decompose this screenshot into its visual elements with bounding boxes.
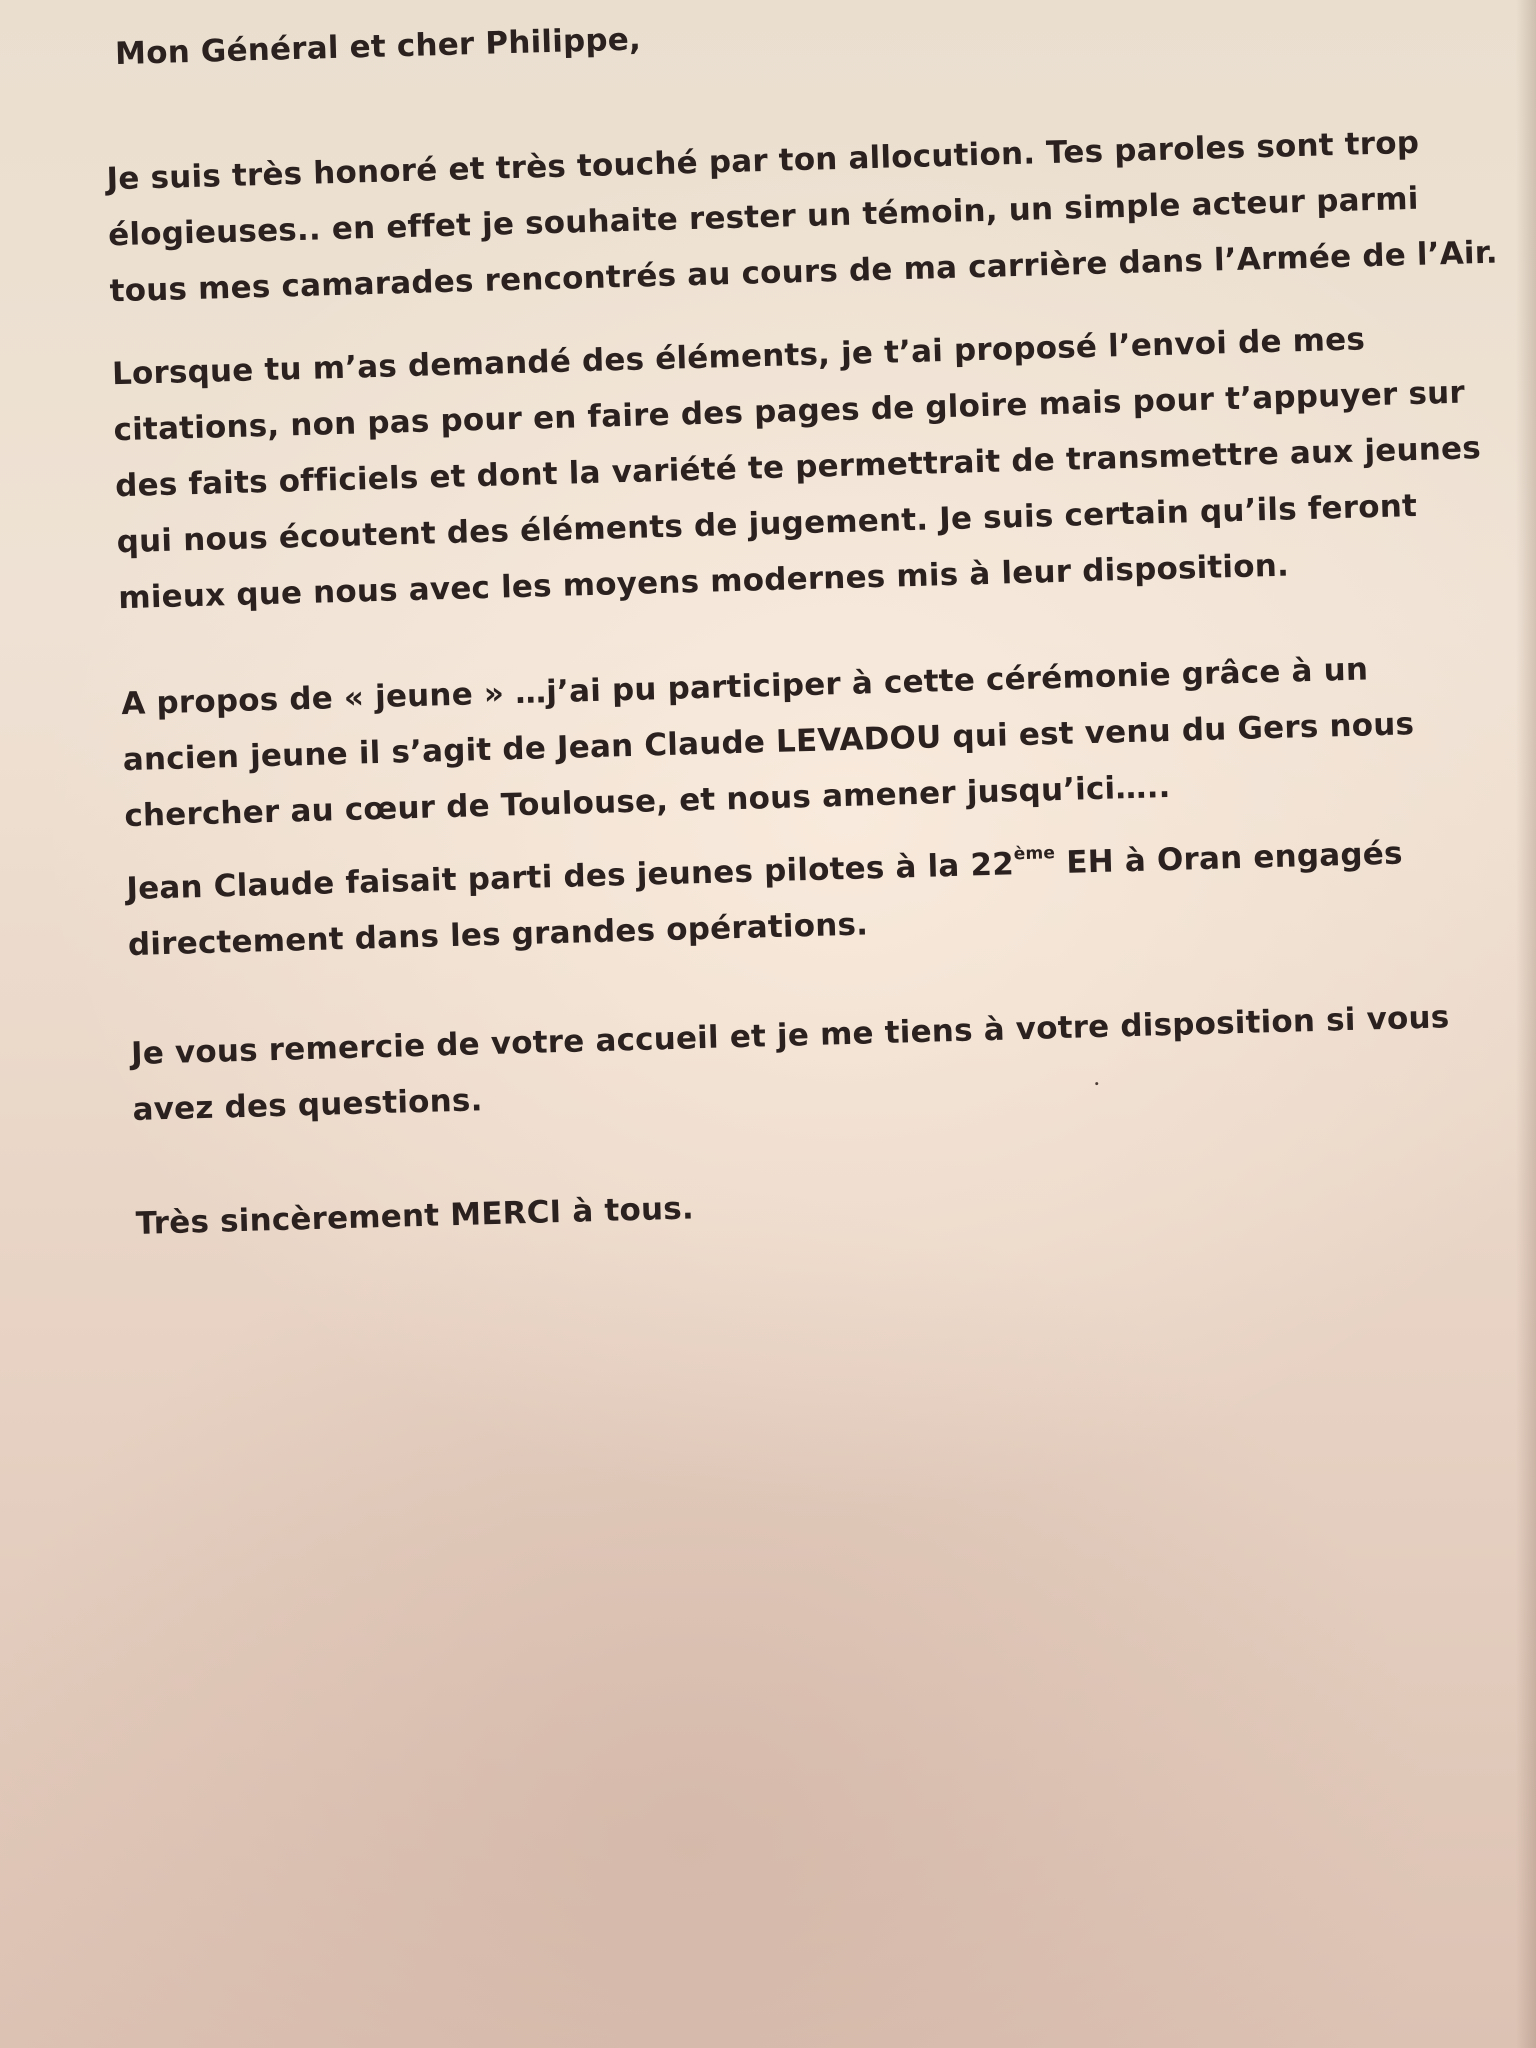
text-line: A propos de « jeune » …j’ai pu participer à cette cérémonie grâce à un (120, 651, 1369, 723)
text-line: ancien jeune il s’agit de Jean Claude LEVADOU qui est venu du Gers nous (122, 706, 1415, 779)
letter-greeting: Mon Général et cher Philippe, (114, 21, 642, 73)
text-line: avez des questions. (132, 1082, 484, 1129)
text-line: directement dans les grandes opérations. (127, 906, 869, 964)
paragraph-remerciements (130, 988, 1493, 1138)
text-line: chercher au cœur de Toulouse, et nous amener jusqu’ici….. (123, 768, 1171, 835)
paragraph-jeune (121, 638, 1485, 844)
text-line: Je suis très honoré et très touché par ton allocution. Tes paroles sont trop (106, 124, 1420, 198)
text-line: citations, non pas pour en faire des pages de gloire mais pour t’appuyer sur (113, 374, 1466, 449)
text-line: Je vous remercie de votre accueil et je me tiens à votre disposition si vous (130, 999, 1450, 1073)
text-line: Très sincèrement MERCI à tous. (135, 1190, 695, 1242)
paragraph-pilotes (126, 823, 1489, 973)
text-line: élogieuses.. en effet je souhaite rester un témoin, un simple acteur parmi (107, 180, 1420, 254)
ink-speck (1095, 1082, 1098, 1085)
text-fragment: EH à Oran engagés (1054, 835, 1404, 882)
text-line: des faits officiels et dont la variété te permettrait de transmettre aux jeunes (114, 430, 1482, 505)
text-line: Lorsque tu m’as demandé des éléments, je t’ai proposé l’envoi de mes (111, 321, 1366, 393)
paragraph-gratitude (106, 113, 1499, 319)
letter-closing (135, 1158, 1496, 1252)
text-line: tous mes camarades rencontrés au cours de ma carrière dans l’Armée de l’Air. (109, 234, 1499, 310)
text-line: mieux que nous avec les moyens modernes mis à leur disposition. (117, 547, 1290, 617)
text-fragment: Jean Claude faisait parti des jeunes pilotes à la 22 (125, 846, 1015, 908)
paragraph-citations (111, 308, 1482, 626)
superscript-ordinal: ème (1013, 843, 1056, 865)
page-edge-shadow (1516, 0, 1536, 2048)
text-line: qui nous écoutent des éléments de jugement. Je suis certain qu’ils feront (116, 487, 1418, 561)
